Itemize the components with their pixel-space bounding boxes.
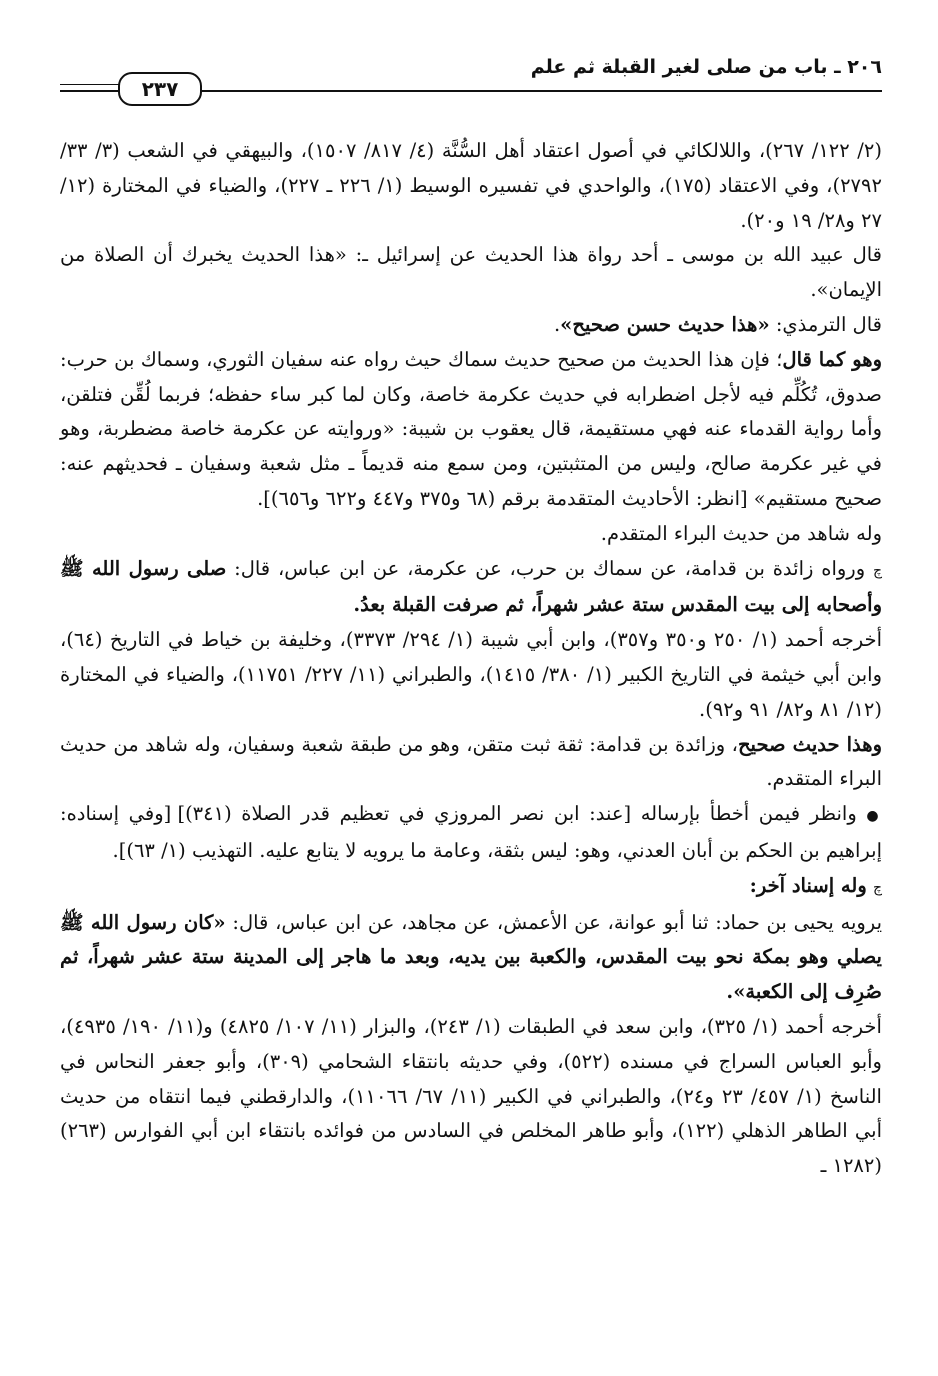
header-rule-ornament bbox=[60, 84, 120, 85]
chapter-title: ٢٠٦ ـ باب من صلى لغير القبلة ثم علم bbox=[530, 56, 882, 78]
paragraph: وله شاهد من حديث البراء المتقدم. bbox=[600, 521, 882, 545]
bullet-icon: ● bbox=[866, 808, 882, 825]
paragraph: أخرجه أحمد (١/ ٢٥٠ و٣٥٠ و٣٥٧)، وابن أبي شيبة (١/ ٢٩٤/ ٣٣٧٣)، وخليفة بن خياط في التاريخ (٦٤)، وابن أبي خيثمة في التاريخ الكبير (١/ ٣٨٠/ ١٤١٥)، والطبراني (١١/ ٢٢٧/ ١١٧٥١)، والضياء في المختارة (١٢/ ٨١ و٨٢/ ٩١ و٩٢). bbox=[60, 628, 883, 721]
paragraph: ● وانظر فيمن أخطأ بإرساله [عند: ابن نصر المروزي في تعظيم قدر الصلاة (٣٤١)] [وفي إسناده: إبراهيم بن الحكم بن أبان العدني، وهو: ليس بثقة، وعامة ما يرويه لا يتابع عليه. التهذيب (١/ ٦٣)]. bbox=[60, 802, 882, 862]
paragraph: قال عبيد الله بن موسى ـ أحد رواة هذا الحديث عن إسرائيل ـ: «هذا الحديث يخبرك أن الصلاة من الإيمان». bbox=[60, 243, 882, 302]
section-marker-icon: ﭺ bbox=[872, 879, 882, 896]
section-marker-icon: ﭺ bbox=[872, 562, 882, 579]
paragraph: وهذا حديث صحيح، وزائدة بن قدامة: ثقة ثبت متقن، وهو من طبقة شعبة وسفيان، وله شاهد من حديث البراء المتقدم. bbox=[60, 732, 882, 791]
paragraph: يرويه يحيى بن حماد: ثنا أبو عوانة، عن الأعمش، عن مجاهد، عن ابن عباس، قال: «كان رسول الله ﷺ يصلي وهو بمكة نحو بيت المقدس، والكعبة بين يديه، وبعد ما هاجر إلى المدينة ستة عشر شهراً، ثم صُرِف إلى الكعبة». bbox=[60, 910, 882, 1004]
page-number: ٢٣٧ bbox=[118, 72, 202, 106]
paragraph: قال الترمذي: «هذا حديث حسن صحيح». bbox=[553, 312, 882, 336]
paragraph: أخرجه أحمد (١/ ٣٢٥)، وابن سعد في الطبقات (١/ ٢٤٣)، والبزار (١١/ ١٠٧/ ٤٨٢٥) و(١١/ ١٩٠/ ٤٩٣٥)، وأبو العباس السراج في مسنده (٥٢٢)، وفي حديثه بانتقاء الشحامي (٣٠٩)، وأبو جعفر النحاس في الناسخ (١/ ٤٥٧/ ٢٣ و٢٤)، والطبراني في الكبير (١١/ ٦٧/ ١١٠٦٦)، والدارقطني فيما انتقاه من حديث أبي الطاهر الذهلي (١٢٢)، وأبو طاهر المخلص في السادس من فوائده بانتقاء ابن أبي الفوارس (٢٦٣) (١٢٨٢ ـ bbox=[60, 1014, 882, 1178]
page-body bbox=[60, 134, 882, 1184]
paragraph: (٢/ ١٢٢/ ٢٦٧)، واللالكائي في أصول اعتقاد أهل السُّنَّة (٤/ ٨١٧/ ١٥٠٧)، والبيهقي في الشعب (٣/ ٣٣/ ٢٧٩٢)، وفي الاعتقاد (١٧٥)، والواحدي في تفسيره الوسيط (١/ ٢٢٦ ـ ٢٢٧)، والضياء في المختارة (١٢/ ٢٧ و٢٨/ ١٩ و٢٠). bbox=[60, 139, 882, 232]
book-page bbox=[60, 50, 882, 1184]
paragraph: ﭺ ورواه زائدة بن قدامة، عن سماك بن حرب، عن عكرمة، عن ابن عباس، قال: صلى رسول الله ﷺ وأصحابه إلى بيت المقدس ستة عشر شهراً، ثم صرفت القبلة بعدُ. bbox=[60, 556, 882, 617]
paragraph: وهو كما قال؛ فإن هذا الحديث من صحيح حديث سماك حيث رواه عنه سفيان الثوري، وسماك بن حرب: صدوق، تُكُلِّم فيه لأجل اضطرابه في حديث عكرمة خاصة، وكان لما كبر ساء حفظه؛ فربما لُقِّن فتلقن، وأما رواية القدماء عنه فهي مستقيمة، قال يعقوب بن شيبة: «وروايته عن عكرمة خاصة مضطربة، وهو في غير عكرمة صالح، وليس من المتثبتين، ومن سمع منه قديماً ـ مثل شعبة وسفيان ـ فحديثهم عنه: صحيح مستقيم» [انظر: الأحاديث المتقدمة برقم (٦٨ و٣٧٥ و٤٤٧ و٦٢٢ و٦٥٦)]. bbox=[60, 347, 882, 510]
running-header bbox=[60, 50, 882, 101]
paragraph: ﭺ وله إسناد آخر: bbox=[749, 873, 882, 897]
